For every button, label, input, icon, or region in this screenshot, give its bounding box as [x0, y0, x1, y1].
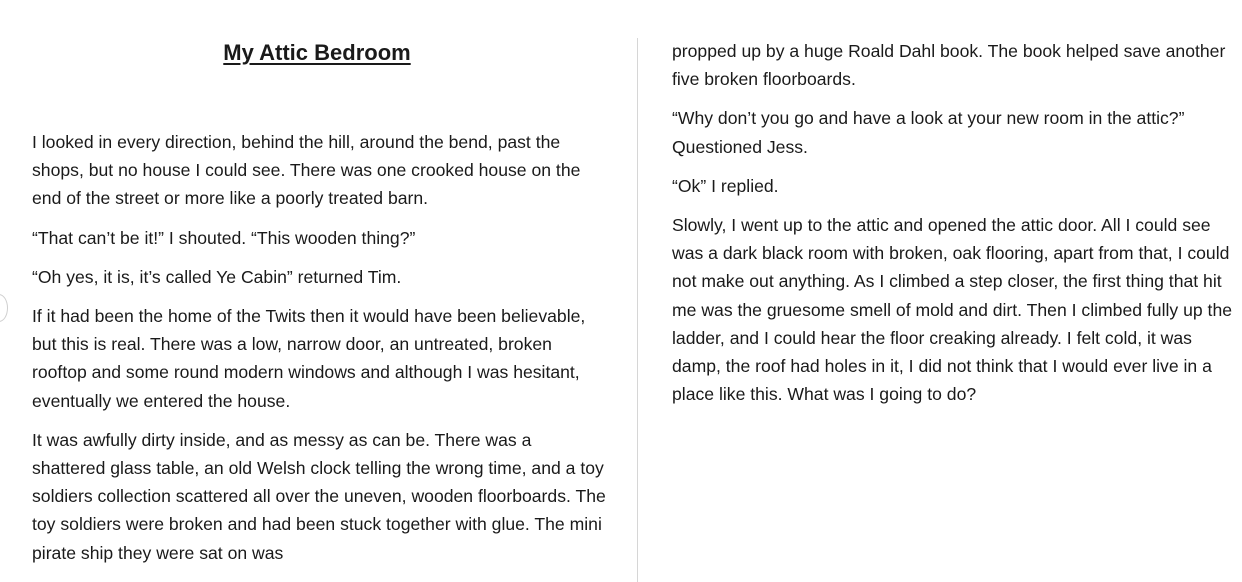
- paragraph-5: It was awfully dirty inside, and as messy as can be. There was a shattered glass table, an old Welsh clock telling the wrong time, and a toy soldiers collection scattered all over the uneven, wooden floorboards. The toy soldiers were broken and had been stuck together with glue. The mini pirate ship they were sat on was: [32, 429, 606, 563]
- paragraph-1: I looked in every direction, behind the hill, around the bend, past the shops, but no house I could see. There was one crooked house on the end of the street or more like a poorly treated barn.: [32, 132, 581, 209]
- paragraph-9: Slowly, I went up to the attic and opened the attic door. All I could see was a dark black room with broken, oak flooring, apart from that, I could not make out anything. As I climbed a step closer, the first thing that hit me was the gruesome smell of mold and dirt. Then I climbed fully up the ladder, and I could hear the floor creaking already. I felt cold, it was damp, the roof had holes in it, I did not think that I would ever live in a place like this. What was I going to do?: [672, 215, 1233, 405]
- page-edge-handle[interactable]: [0, 294, 8, 322]
- right-column-body: [672, 37, 1238, 419]
- page-divider: [637, 38, 638, 582]
- paragraph-3: “Oh yes, it is, it’s called Ye Cabin” returned Tim.: [32, 266, 402, 287]
- paragraph-4: If it had been the home of the Twits then it would have been believable, but this is real. There was a low, narrow door, an untreated, broken rooftop and some round modern windows and although I was hesitant, eventually we entered the house.: [32, 306, 586, 411]
- left-column-body: [32, 128, 607, 578]
- paragraph-6: propped up by a huge Roald Dahl book. The book helped save another five broken floorboards.: [672, 41, 1226, 90]
- paragraph-2: “That can’t be it!” I shouted. “This wooden thing?”: [32, 227, 416, 248]
- document-title: My Attic Bedroom: [223, 40, 411, 65]
- paragraph-7: “Why don’t you go and have a look at your new room in the attic?” Questioned Jess.: [672, 108, 1185, 157]
- paragraph-8: “Ok” I replied.: [672, 175, 779, 196]
